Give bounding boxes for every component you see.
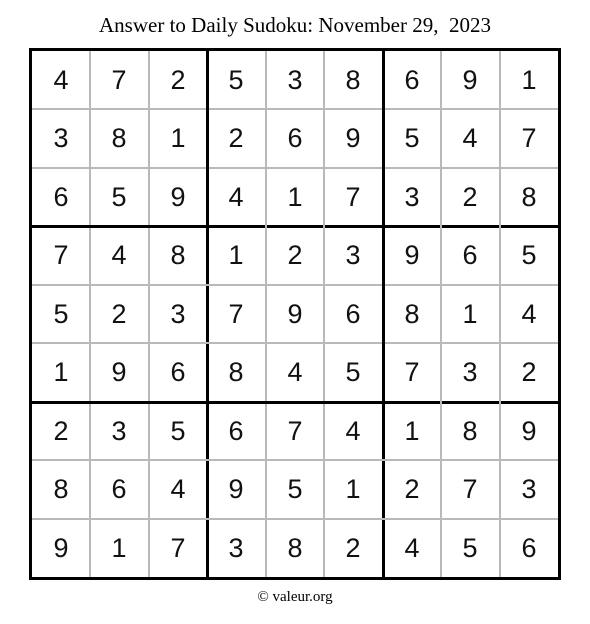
sudoku-cell: 9 (521, 415, 537, 446)
sudoku-cell: 8 (287, 532, 303, 563)
sudoku-cell: 1 (228, 239, 244, 270)
sudoku-cell: 2 (404, 473, 420, 504)
sudoku-cell: 5 (462, 532, 478, 563)
sudoku-cell: 3 (228, 532, 244, 563)
sudoku-cell: 4 (287, 356, 303, 387)
sudoku-cell: 8 (462, 415, 478, 446)
sudoku-cell: 3 (462, 356, 478, 387)
sudoku-cell: 1 (53, 356, 69, 387)
sudoku-board (29, 48, 561, 580)
sudoku-cell: 4 (228, 181, 244, 212)
sudoku-cell: 3 (345, 239, 361, 270)
sudoku-cell: 6 (170, 356, 186, 387)
sudoku-cell: 8 (111, 122, 127, 153)
sudoku-cell: 5 (53, 298, 69, 329)
sudoku-cell: 7 (287, 415, 303, 446)
sudoku-cell: 5 (228, 64, 244, 95)
copyright-footer: © valeur.org (257, 589, 333, 605)
page-title: Answer to Daily Sudoku: November 29, 2023 (99, 13, 491, 37)
sudoku-cell: 6 (404, 64, 420, 95)
sudoku-cell: 3 (111, 415, 127, 446)
sudoku-cell: 7 (404, 356, 420, 387)
sudoku-cell: 4 (345, 415, 361, 446)
sudoku-cell: 9 (228, 473, 244, 504)
sudoku-cell: 4 (462, 122, 478, 153)
sudoku-cell: 1 (462, 298, 478, 329)
sudoku-cell: 2 (521, 356, 537, 387)
sudoku-cell: 5 (404, 122, 420, 153)
sudoku-cell: 5 (345, 356, 361, 387)
sudoku-cell: 3 (521, 473, 537, 504)
sudoku-grid (32, 51, 558, 577)
sudoku-cell: 8 (53, 473, 69, 504)
sudoku-cell: 7 (228, 298, 244, 329)
sudoku-cell: 1 (170, 122, 186, 153)
sudoku-cell: 5 (170, 415, 186, 446)
sudoku-cell: 1 (345, 473, 361, 504)
sudoku-cell: 6 (521, 532, 537, 563)
sudoku-cell: 7 (345, 181, 361, 212)
sudoku-cell: 9 (53, 532, 69, 563)
sudoku-cell: 1 (287, 181, 303, 212)
sudoku-cell: 2 (287, 239, 303, 270)
sudoku-cell: 9 (170, 181, 186, 212)
sudoku-cell: 7 (111, 64, 127, 95)
sudoku-cell: 6 (53, 181, 69, 212)
sudoku-cell: 6 (228, 415, 244, 446)
sudoku-cell: 2 (345, 532, 361, 563)
sudoku-cell: 3 (404, 181, 420, 212)
sudoku-cell: 2 (228, 122, 244, 153)
sudoku-cell: 7 (462, 473, 478, 504)
sudoku-cell: 5 (287, 473, 303, 504)
sudoku-cell: 1 (521, 64, 537, 95)
sudoku-cell: 8 (228, 356, 244, 387)
sudoku-cell: 4 (111, 239, 127, 270)
sudoku-cell: 6 (345, 298, 361, 329)
sudoku-cell: 5 (521, 239, 537, 270)
sudoku-cell: 4 (404, 532, 420, 563)
sudoku-cell: 3 (287, 64, 303, 95)
sudoku-cell: 4 (53, 64, 69, 95)
sudoku-cell: 7 (53, 239, 69, 270)
sudoku-cell: 7 (170, 532, 186, 563)
sudoku-cell: 4 (521, 298, 537, 329)
sudoku-cell: 9 (287, 298, 303, 329)
sudoku-cell: 6 (462, 239, 478, 270)
sudoku-cell: 2 (170, 64, 186, 95)
sudoku-cell: 2 (111, 298, 127, 329)
sudoku-cell: 4 (170, 473, 186, 504)
sudoku-cell: 3 (170, 298, 186, 329)
sudoku-cell: 6 (287, 122, 303, 153)
sudoku-cell: 9 (404, 239, 420, 270)
sudoku-cell: 1 (404, 415, 420, 446)
sudoku-cell: 8 (170, 239, 186, 270)
sudoku-cell: 8 (345, 64, 361, 95)
sudoku-cell: 2 (462, 181, 478, 212)
sudoku-cell: 2 (53, 415, 69, 446)
sudoku-cell: 5 (111, 181, 127, 212)
sudoku-cell: 1 (111, 532, 127, 563)
sudoku-cell: 9 (111, 356, 127, 387)
sudoku-cell: 7 (521, 122, 537, 153)
sudoku-cell: 8 (521, 181, 537, 212)
sudoku-cell: 6 (111, 473, 127, 504)
sudoku-cell: 9 (345, 122, 361, 153)
sudoku-cell: 3 (53, 122, 69, 153)
sudoku-cell: 8 (404, 298, 420, 329)
sudoku-cell: 9 (462, 64, 478, 95)
